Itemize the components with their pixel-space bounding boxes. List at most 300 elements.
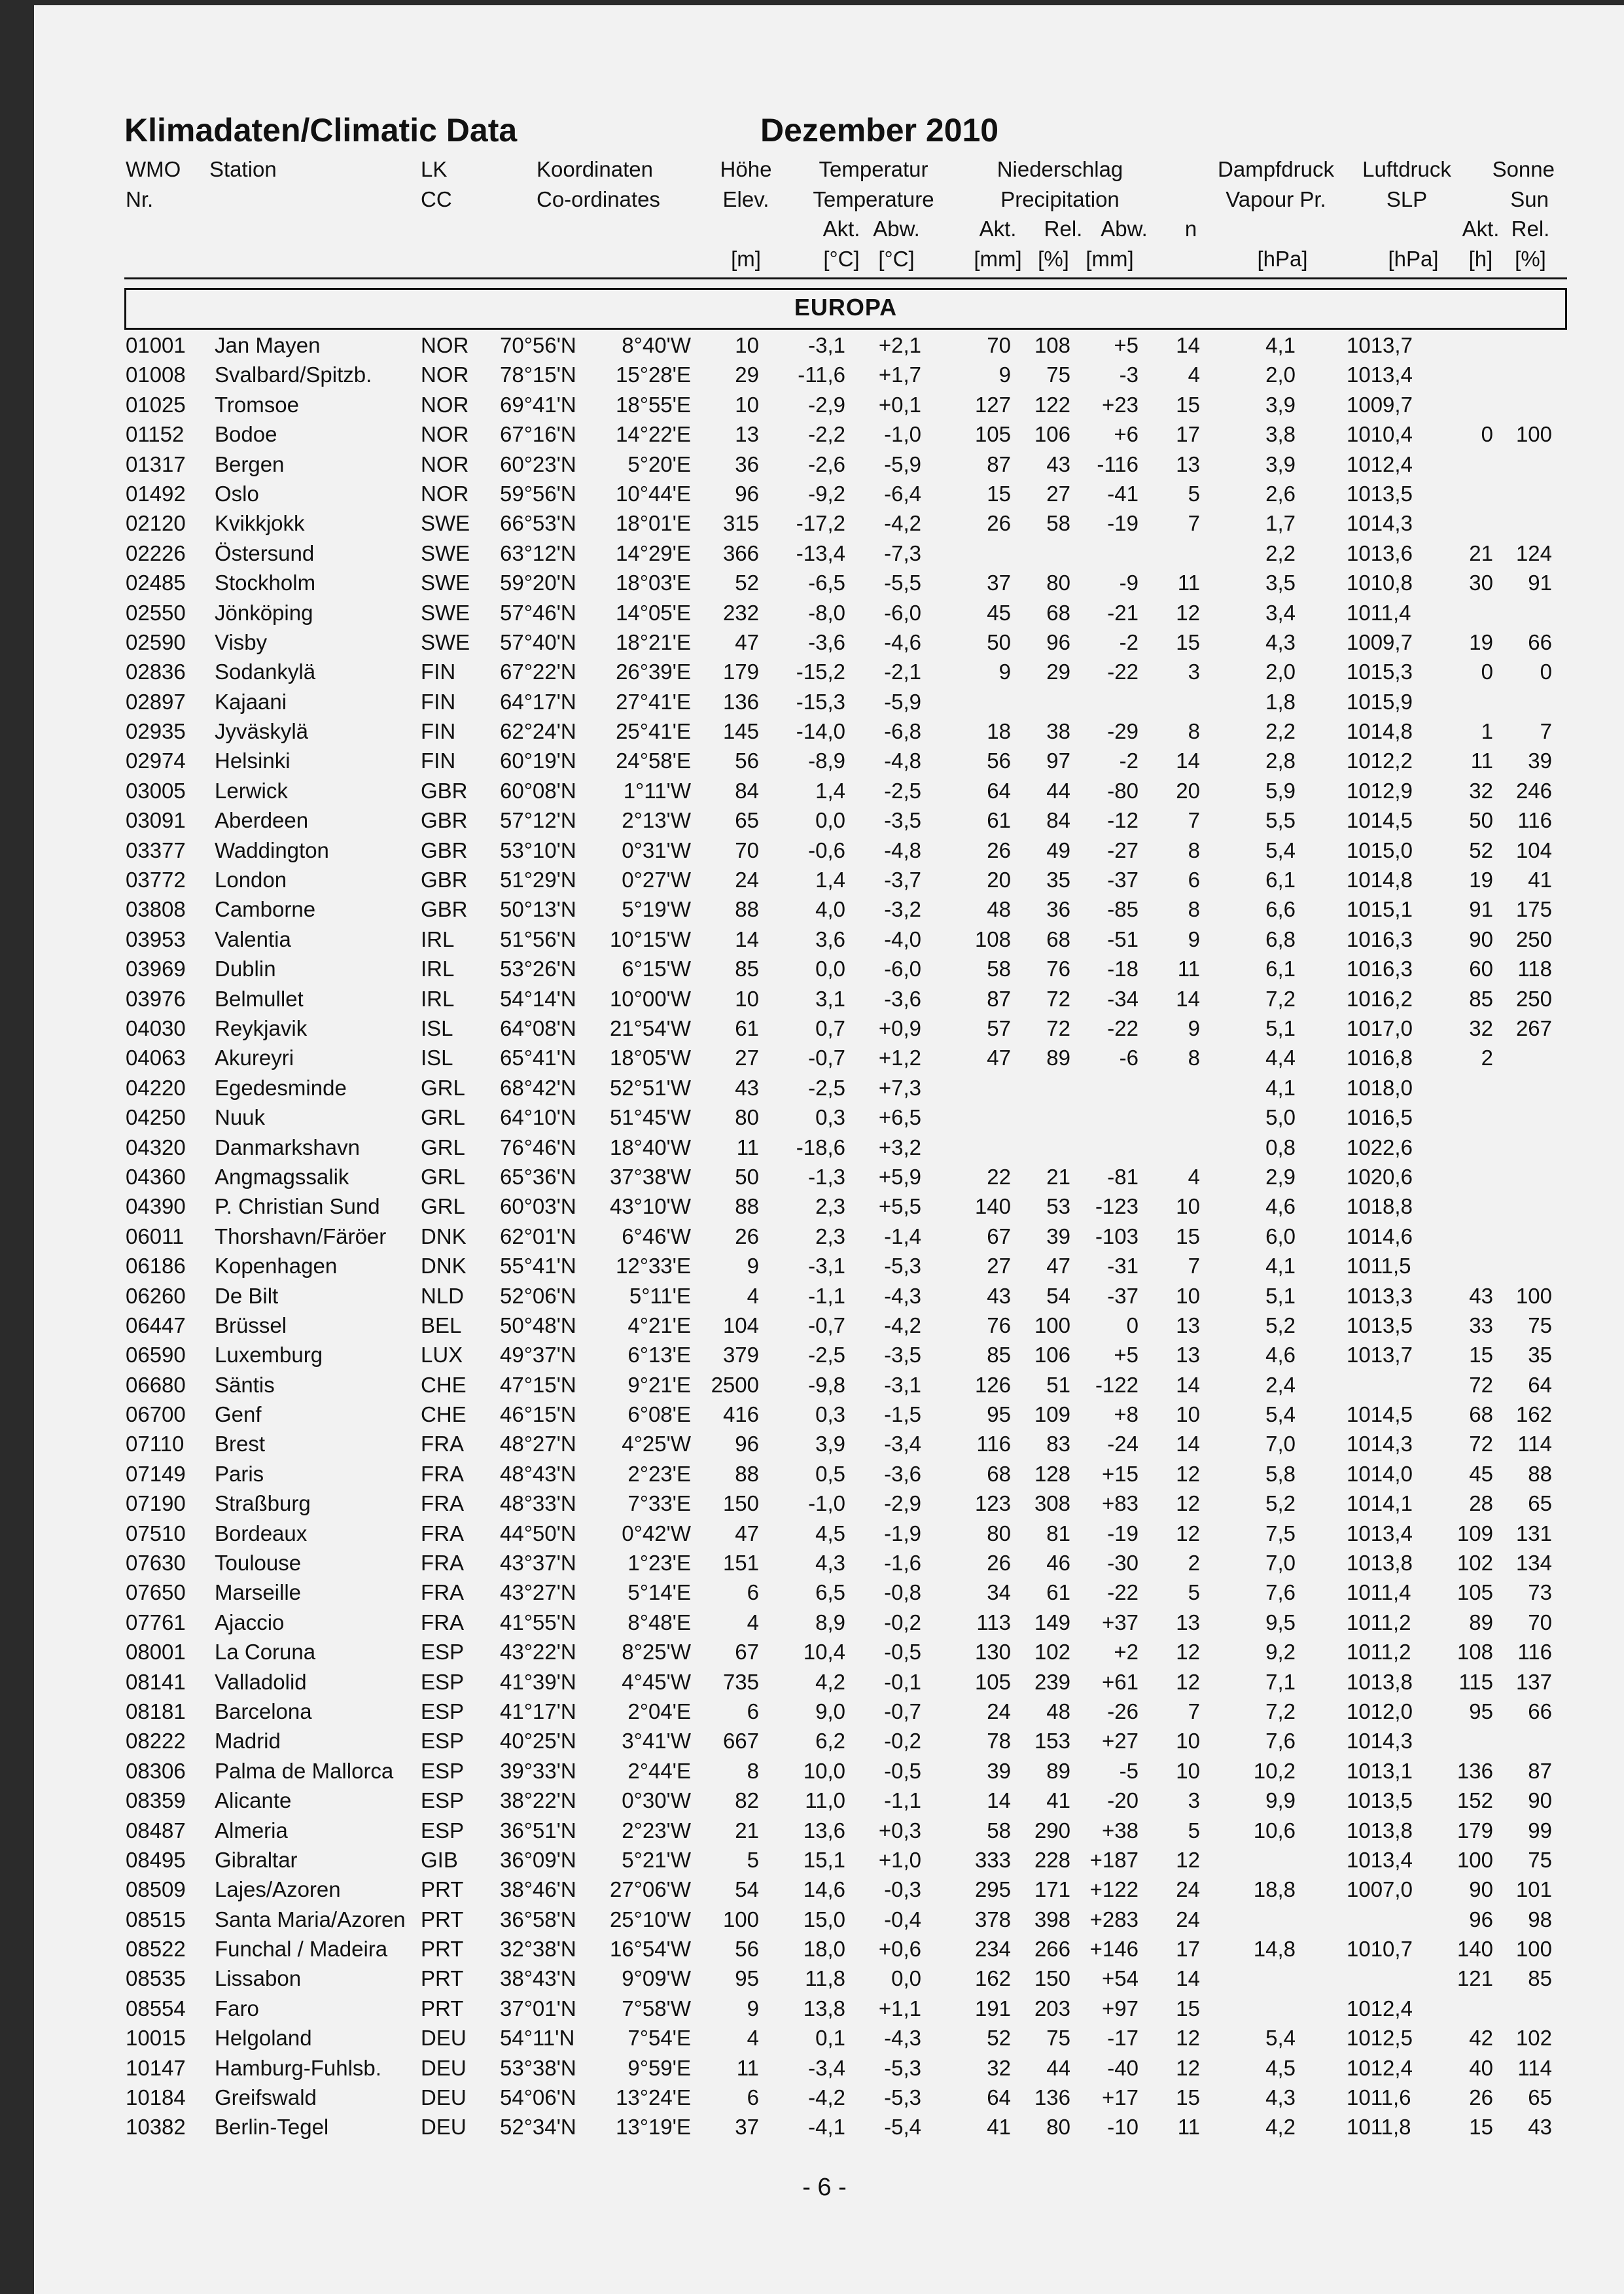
cell-temp-dev: -0,2 [884,1729,921,1754]
cell-sun-rel: 75 [1528,1847,1552,1872]
cell-station: Helgoland [215,2026,312,2051]
cell-country: DEU [421,2026,467,2051]
cell-prec-dev: +38 [1102,1818,1139,1843]
cell-rain-days: 12 [1176,1461,1200,1486]
cell-station: Bodoe [215,422,277,447]
cell-station: Luxemburg [215,1343,323,1368]
cell-rain-days: 15 [1176,629,1200,654]
cell-country: ESP [421,1758,465,1783]
cell-station: Toulouse [215,1551,302,1576]
cell-temp-dev: -6,0 [884,600,921,625]
cell-prec-rel: 54 [1046,1283,1070,1308]
cell-prec-rel: 43 [1046,451,1070,476]
cell-lat: 52°34'N [500,2115,576,2140]
cell-temp-dev: -3,6 [884,986,921,1011]
cell-elev: 14 [735,926,759,951]
cell-sun-rel: 85 [1528,1966,1552,1991]
cell-elev: 21 [735,1818,759,1843]
cell-sun-rel: 100 [1515,1283,1552,1308]
cell-station: Kopenhagen [215,1254,338,1279]
cell-wmo: 08515 [126,1907,186,1932]
cell-prec: 162 [974,1966,1011,1991]
cell-temp-dev: 0,0 [891,1966,921,1991]
cell-vapour: 7,2 [1265,1699,1296,1723]
cell-temp-dev: +2,1 [878,333,921,357]
cell-rain-days: 12 [1176,1521,1200,1545]
cell-prec: 191 [974,1996,1011,2020]
cell-lon: 14°22'E [616,422,691,447]
cell-temp: -0,7 [808,1046,845,1070]
cell-slp: 1011,4 [1347,600,1411,625]
cell-slp: 1013,6 [1347,540,1413,565]
cell-wmo: 02836 [126,660,186,684]
cell-country: GIB [421,1847,458,1872]
table-row [0,361,1624,391]
cell-temp: -6,5 [808,571,845,595]
cell-lat: 65°41'N [500,1046,576,1070]
cell-elev: 150 [722,1491,759,1516]
cell-elev: 9 [747,1996,759,2020]
cell-prec-dev: -22 [1107,1015,1139,1040]
cell-elev: 96 [735,1432,759,1456]
cell-temp: -1,1 [808,1283,845,1308]
table-row [0,1668,1624,1698]
cell-rain-days: 7 [1188,808,1200,833]
cell-temp: 11,8 [805,1966,845,1991]
cell-rain-days: 7 [1188,1699,1200,1723]
cell-vapour: 4,6 [1265,1343,1296,1368]
cell-temp: 6,5 [815,1580,845,1605]
cell-lat: 54°06'N [500,2085,576,2110]
cell-lon: 37°38'W [609,1164,691,1189]
cell-vapour: 2,6 [1265,481,1296,506]
cell-prec: 14 [987,1788,1011,1813]
cell-sun-rel: 175 [1515,897,1552,922]
cell-slp: 1012,0 [1347,1699,1413,1723]
cell-temp-dev: -6,8 [884,719,921,744]
cell-country: CHE [421,1372,467,1397]
header-precipitation: Precipitation [1000,187,1120,211]
cell-lat: 66°53'N [500,511,576,536]
cell-lat: 48°33'N [500,1491,576,1516]
cell-prec-rel: 128 [1034,1461,1070,1486]
cell-sun-rel: 87 [1528,1758,1552,1783]
cell-vapour: 5,5 [1265,808,1296,833]
cell-wmo: 04390 [126,1194,186,1219]
table-row [0,747,1624,777]
cell-wmo: 07510 [126,1521,186,1545]
header-sonne: Sonne [1492,157,1555,181]
cell-slp: 1016,2 [1347,986,1413,1011]
cell-prec-dev: -9 [1119,571,1139,595]
cell-prec: 116 [976,1432,1011,1456]
cell-prec: 57 [987,1015,1011,1040]
cell-country: FIN [421,689,456,714]
cell-lat: 50°13'N [500,897,576,922]
cell-lon: 18°01'E [616,511,691,536]
cell-wmo: 07650 [126,1580,186,1605]
cell-slp: 1013,5 [1347,1788,1413,1813]
cell-prec-rel: 35 [1046,868,1070,892]
cell-country: ESP [421,1729,465,1754]
cell-prec-rel: 106 [1034,1343,1070,1368]
cell-sun-rel: 73 [1528,1580,1552,1605]
cell-station: Bergen [215,451,285,476]
table-row [0,1757,1624,1787]
cell-elev: 56 [735,1937,759,1962]
cell-elev: 43 [735,1075,759,1100]
cell-station: Oslo [215,481,259,506]
cell-country: BEL [421,1313,462,1337]
header-prec-rel: Rel. [1044,217,1083,241]
cell-lon: 0°31'W [622,838,691,862]
cell-temp-dev: -5,9 [884,451,921,476]
cell-prec: 50 [987,629,1011,654]
cell-station: Barcelona [215,1699,312,1723]
cell-station: Alicante [215,1788,292,1813]
cell-elev: 151 [722,1551,759,1576]
cell-sun-rel: 124 [1515,540,1552,565]
cell-prec-dev: -2 [1119,749,1139,773]
cell-prec-dev: +23 [1102,392,1139,417]
cell-temp-dev: -5,3 [884,2085,921,2110]
cell-station: Greifswald [215,2085,317,2110]
cell-temp-dev: -3,2 [884,897,921,922]
cell-prec-rel: 47 [1046,1254,1070,1279]
cell-sun: 95 [1469,1699,1493,1723]
cell-temp: -15,2 [796,660,845,684]
table-row [0,1074,1624,1104]
cell-rain-days: 8 [1188,838,1200,862]
cell-sun-rel: 43 [1528,2115,1552,2140]
cell-vapour: 5,8 [1265,1461,1296,1486]
header-wmo: WMO [126,157,181,181]
cell-sun-rel: 39 [1528,749,1552,773]
table-row [0,2055,1624,2084]
cell-wmo: 06700 [126,1402,186,1427]
cell-sun-rel: 99 [1528,1818,1552,1843]
cell-sun-rel: 98 [1528,1907,1552,1932]
cell-rain-days: 13 [1176,451,1200,476]
cell-country: FIN [421,749,456,773]
cell-wmo: 02974 [126,749,186,773]
cell-prec-rel: 68 [1046,926,1070,951]
cell-station: Visby [215,629,268,654]
cell-lon: 8°48'E [627,1610,691,1634]
cell-rain-days: 11 [1177,2115,1200,2140]
cell-prec-dev: -51 [1107,926,1139,951]
cell-sun: 121 [1456,1966,1493,1991]
header-temp-abw: Abw. [873,217,920,241]
cell-prec-dev: -29 [1107,719,1139,744]
cell-elev: 54 [735,1877,759,1902]
cell-prec-dev: +283 [1089,1907,1139,1932]
cell-temp: 13,6 [803,1818,845,1843]
cell-temp-dev: -0,1 [884,1669,921,1694]
page-number: - 6 - [802,2174,847,2201]
cell-prec-rel: 48 [1046,1699,1070,1723]
cell-prec-dev: -27 [1107,838,1139,862]
cell-rain-days: 24 [1176,1907,1200,1932]
cell-lat: 60°23'N [500,451,576,476]
cell-slp: 1014,3 [1347,1729,1413,1754]
cell-lon: 43°10'W [609,1194,691,1219]
cell-rain-days: 7 [1188,511,1200,536]
cell-temp-dev: -0,7 [884,1699,921,1723]
cell-station: Kvikkjokk [215,511,305,536]
cell-lon: 6°08'E [627,1402,691,1427]
cell-lon: 4°21'E [627,1313,691,1337]
cell-lon: 6°15'W [622,957,691,981]
header-sun-rel: Rel. [1511,217,1550,241]
cell-prec-dev: +5 [1114,333,1139,357]
cell-vapour: 18,8 [1253,1877,1296,1902]
cell-temp: 10,0 [803,1758,845,1783]
cell-temp-dev: -3,5 [884,808,921,833]
cell-temp: 0,3 [815,1105,845,1130]
data-table-body [0,332,1624,2144]
cell-prec-rel: 58 [1046,511,1070,536]
cell-lon: 2°23'W [622,1818,691,1843]
cell-rain-days: 8 [1188,719,1200,744]
cell-temp-dev: -4,0 [884,926,921,951]
cell-temp: -2,2 [808,422,845,447]
cell-sun: 109 [1456,1521,1493,1545]
cell-elev: 80 [735,1105,759,1130]
header-hoehe: Höhe [720,157,772,181]
table-row [0,1341,1624,1371]
cell-station: Thorshavn/Färöer [215,1224,387,1248]
cell-country: GBR [421,838,468,862]
cell-temp-dev: -5,3 [884,2055,921,2080]
cell-prec: 41 [987,2115,1011,2140]
cell-temp: 15,1 [803,1847,845,1872]
cell-station: Jyväskylä [215,719,309,744]
cell-slp: 1012,9 [1347,778,1413,803]
cell-temp: -8,9 [808,749,845,773]
cell-lat: 57°46'N [500,600,576,625]
cell-slp: 1013,7 [1347,333,1413,357]
cell-prec-rel: 44 [1046,778,1070,803]
cell-sun-rel: 75 [1528,1313,1552,1337]
cell-rain-days: 10 [1176,1729,1200,1754]
cell-sun: 140 [1456,1937,1493,1962]
cell-rain-days: 12 [1176,2026,1200,2051]
cell-slp: 1022,6 [1347,1135,1413,1159]
cell-prec-dev: +27 [1102,1729,1139,1754]
cell-country: FRA [421,1610,464,1634]
cell-lat: 53°26'N [500,957,576,981]
cell-prec: 52 [987,2026,1011,2051]
cell-elev: 104 [722,1313,759,1337]
cell-sun-rel: 100 [1515,1937,1552,1962]
cell-prec: 67 [987,1224,1011,1248]
cell-prec-dev: -3 [1119,362,1139,387]
cell-elev: 95 [735,1966,759,1991]
cell-prec-dev: +61 [1102,1669,1139,1694]
cell-station: Camborne [215,897,316,922]
cell-sun-rel: 70 [1528,1610,1552,1634]
cell-rain-days: 4 [1188,1164,1200,1189]
cell-station: Ajaccio [215,1610,285,1634]
cell-lon: 51°45'W [609,1105,691,1130]
cell-country: FRA [421,1551,464,1576]
cell-prec-rel: 46 [1046,1551,1070,1576]
cell-prec-rel: 203 [1034,1996,1070,2020]
cell-lat: 54°11'N [500,2026,575,2051]
cell-elev: 100 [722,1907,759,1932]
table-row [0,332,1624,361]
cell-prec-dev: -19 [1107,511,1139,536]
cell-wmo: 08509 [126,1877,186,1902]
cell-temp-dev: +0,3 [878,1818,921,1843]
cell-wmo: 03091 [126,808,186,833]
cell-temp: -3,6 [808,629,845,654]
cell-prec-dev: -22 [1107,1580,1139,1605]
cell-sun-rel: 114 [1517,1432,1552,1456]
table-row [0,955,1624,985]
cell-temp-dev: -3,7 [884,868,921,892]
cell-sun: 26 [1469,2085,1493,2110]
table-row [0,1193,1624,1222]
cell-rain-days: 5 [1188,481,1200,506]
cell-temp: -0,7 [808,1313,845,1337]
table-row [0,1134,1624,1163]
cell-elev: 8 [747,1758,759,1783]
cell-country: PRT [421,1877,464,1902]
cell-sun-rel: 90 [1528,1788,1552,1813]
cell-temp: -8,0 [808,600,845,625]
cell-station: Brest [215,1432,266,1456]
cell-station: Stockholm [215,571,316,595]
cell-station: Brüssel [215,1313,287,1337]
cell-lat: 78°15'N [500,362,576,387]
cell-temp-dev: -1,4 [884,1224,921,1248]
cell-lat: 59°56'N [500,481,576,506]
cell-country: ESP [421,1640,465,1665]
cell-vapour: 1,8 [1265,689,1296,714]
cell-temp: 1,4 [815,868,845,892]
header-temp-akt-unit: [°C] [823,247,860,271]
cell-country: DEU [421,2055,467,2080]
cell-sun: 21 [1469,540,1493,565]
cell-sun: 32 [1469,778,1493,803]
table-row [0,1163,1624,1193]
cell-vapour: 9,2 [1265,1640,1296,1665]
cell-sun: 0 [1481,660,1493,684]
cell-slp: 1016,8 [1347,1046,1413,1070]
cell-temp: -3,4 [808,2055,845,2080]
cell-prec: 295 [974,1877,1011,1902]
cell-slp: 1018,0 [1347,1075,1413,1100]
cell-sun-rel: 65 [1528,2085,1552,2110]
cell-wmo: 02897 [126,689,186,714]
cell-country: DNK [421,1224,467,1248]
cell-prec: 9 [998,660,1011,684]
cell-prec-rel: 75 [1046,2026,1070,2051]
cell-prec-dev: -81 [1107,1164,1139,1189]
cell-rain-days: 15 [1176,392,1200,417]
cell-lat: 76°46'N [500,1135,576,1159]
cell-prec-rel: 21 [1046,1164,1070,1189]
cell-prec-dev: -5 [1119,1758,1139,1783]
cell-prec-rel: 398 [1034,1907,1070,1932]
header-luftdruck: Luftdruck [1362,157,1451,181]
cell-temp: 4,5 [815,1521,845,1545]
cell-temp: -13,4 [796,540,845,565]
cell-temp-dev: -5,4 [884,2115,921,2140]
cell-slp: 1011,2 [1347,1610,1411,1634]
cell-station: Svalbard/Spitzb. [215,362,372,387]
cell-wmo: 10382 [126,2115,186,2140]
cell-temp: 4,2 [815,1669,845,1694]
cell-temp: 4,0 [815,897,845,922]
cell-wmo: 04220 [126,1075,186,1100]
header-elev-unit: [m] [731,247,761,271]
cell-wmo: 06590 [126,1343,186,1368]
cell-slp: 1012,5 [1347,2026,1413,2051]
cell-lat: 55°41'N [500,1254,576,1279]
cell-country: IRL [421,986,455,1011]
cell-prec-dev: -37 [1107,1283,1139,1308]
cell-lon: 25°41'E [616,719,691,744]
header-elev: Elev. [722,187,769,211]
cell-prec: 58 [987,1818,1011,1843]
cell-country: IRL [421,926,455,951]
cell-prec-rel: 83 [1046,1432,1070,1456]
cell-temp: 0,3 [815,1402,845,1427]
cell-elev: 67 [735,1640,759,1665]
cell-temp-dev: +1,7 [878,362,921,387]
table-row [0,1787,1624,1816]
cell-station: Bordeaux [215,1521,308,1545]
header-nr: Nr. [126,187,154,211]
cell-station: Madrid [215,1729,281,1754]
cell-prec-dev: -26 [1107,1699,1139,1723]
cell-station: Palma de Mallorca [215,1758,394,1783]
header-vap-unit: [hPa] [1257,247,1308,271]
cell-prec: 32 [987,2055,1011,2080]
cell-vapour: 7,6 [1265,1580,1296,1605]
cell-country: NOR [421,481,469,506]
cell-slp: 1010,7 [1347,1937,1413,1962]
cell-slp: 1011,8 [1347,2115,1411,2140]
cell-prec: 123 [974,1491,1011,1516]
cell-temp-dev: +5,5 [878,1194,921,1219]
cell-temp-dev: -2,5 [884,778,921,803]
cell-lat: 38°22'N [500,1788,576,1813]
cell-prec: 34 [987,1580,1011,1605]
cell-slp: 1014,5 [1347,808,1413,833]
cell-sun: 42 [1469,2026,1493,2051]
cell-temp: -17,2 [796,511,845,536]
cell-prec-rel: 153 [1034,1729,1070,1754]
cell-temp-dev: +1,0 [878,1847,921,1872]
cell-prec-rel: 228 [1034,1847,1070,1872]
cell-country: FIN [421,719,456,744]
cell-country: GRL [421,1135,465,1159]
cell-country: PRT [421,1937,464,1962]
cell-station: Waddington [215,838,329,862]
cell-elev: 667 [722,1729,759,1754]
cell-country: GRL [421,1075,465,1100]
table-row [0,1995,1624,2024]
cell-prec-dev: -80 [1107,778,1139,803]
cell-station: Dublin [215,957,276,981]
cell-station: Lerwick [215,778,288,803]
cell-temp-dev: -4,2 [884,511,921,536]
cell-slp: 1014,0 [1347,1461,1413,1486]
